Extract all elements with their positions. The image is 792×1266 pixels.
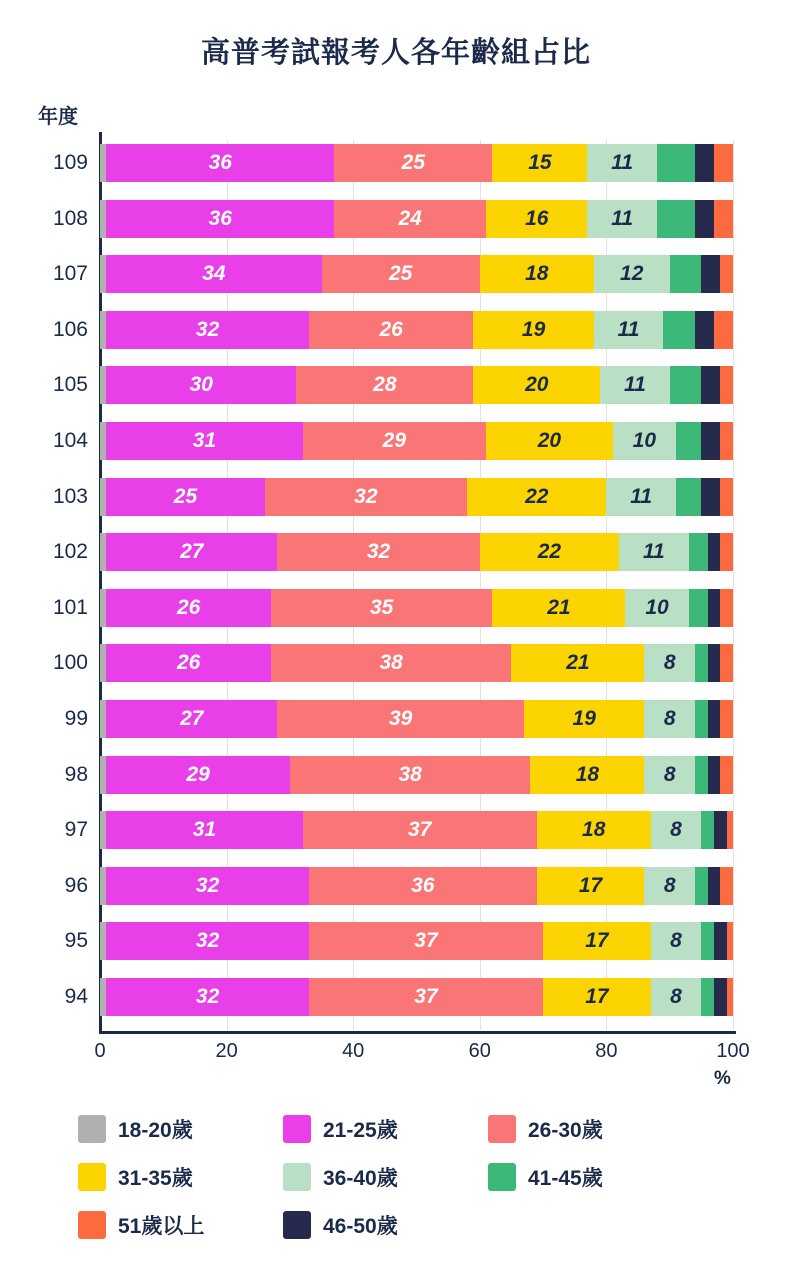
bar-segment: 38 xyxy=(271,644,512,682)
bar-segment xyxy=(670,366,702,404)
bar-segment: 36 xyxy=(106,144,334,182)
bar-segment: 35 xyxy=(271,589,493,627)
bar-segment xyxy=(720,644,733,682)
legend-swatch xyxy=(78,1211,106,1239)
bar-segment: 24 xyxy=(334,200,486,238)
bar-segment: 18 xyxy=(530,756,644,794)
bar-segment: 8 xyxy=(651,811,702,849)
bar-row xyxy=(100,533,733,571)
bar-row xyxy=(100,922,733,960)
bar-row xyxy=(100,311,733,349)
legend-label: 18-20歲 xyxy=(118,1119,193,1142)
bar-segment: 29 xyxy=(303,422,487,460)
bar-segment xyxy=(701,478,720,516)
bar-segment: 12 xyxy=(594,255,670,293)
bar-segment xyxy=(701,811,714,849)
bar-segment: 11 xyxy=(587,144,657,182)
legend-label: 51歲以上 xyxy=(118,1215,205,1238)
chart-legend xyxy=(78,1105,718,1249)
bar-segment: 36 xyxy=(106,200,334,238)
bar-row xyxy=(100,867,733,905)
legend-item[interactable] xyxy=(283,1201,488,1249)
x-tick-label: 0 xyxy=(94,1040,106,1062)
bar-segment xyxy=(714,144,733,182)
bar-segment: 10 xyxy=(613,422,676,460)
y-axis-label: 年度 xyxy=(38,106,78,128)
bar-segment xyxy=(720,867,733,905)
bar-segment xyxy=(714,200,733,238)
legend-label: 36-40歲 xyxy=(323,1167,398,1190)
bar-segment: 10 xyxy=(625,589,688,627)
bar-segment xyxy=(676,422,701,460)
bar-segment: 36 xyxy=(309,867,537,905)
bar-segment xyxy=(727,978,733,1016)
x-tick-label: 20 xyxy=(215,1040,238,1062)
legend-swatch xyxy=(488,1115,516,1143)
y-tick-label: 95 xyxy=(64,929,88,953)
bar-segment: 34 xyxy=(106,255,321,293)
gridline xyxy=(733,140,734,1030)
bar-segment: 32 xyxy=(277,533,480,571)
y-tick-label: 105 xyxy=(52,373,88,397)
y-tick-label: 108 xyxy=(52,206,88,230)
bar-segment: 26 xyxy=(106,589,271,627)
bar-segment xyxy=(708,756,721,794)
bar-segment: 8 xyxy=(644,644,695,682)
legend-item[interactable] xyxy=(78,1201,283,1249)
bar-segment: 37 xyxy=(309,922,543,960)
bar-segment: 28 xyxy=(296,366,473,404)
bar-segment: 11 xyxy=(587,200,657,238)
bar-row xyxy=(100,978,733,1016)
bar-segment: 38 xyxy=(290,756,531,794)
bar-segment: 37 xyxy=(303,811,537,849)
bar-row xyxy=(100,366,733,404)
bar-segment: 20 xyxy=(473,366,600,404)
bar-segment xyxy=(708,867,721,905)
y-tick-label: 96 xyxy=(64,873,88,897)
bar-segment xyxy=(727,811,733,849)
bar-row xyxy=(100,756,733,794)
bar-segment: 8 xyxy=(651,978,702,1016)
bar-segment: 20 xyxy=(486,422,613,460)
bar-row xyxy=(100,255,733,293)
bar-segment xyxy=(695,644,708,682)
legend-item[interactable] xyxy=(78,1153,283,1201)
legend-swatch xyxy=(78,1115,106,1143)
bar-segment xyxy=(701,922,714,960)
bar-segment xyxy=(663,311,695,349)
bar-segment: 22 xyxy=(480,533,619,571)
bar-segment: 31 xyxy=(106,422,302,460)
bar-segment xyxy=(689,589,708,627)
bar-row xyxy=(100,589,733,627)
x-axis-line xyxy=(99,1031,736,1034)
y-tick-label: 100 xyxy=(52,651,88,675)
bar-segment: 21 xyxy=(492,589,625,627)
bar-segment: 17 xyxy=(543,922,651,960)
bar-segment xyxy=(695,200,714,238)
y-tick-label: 99 xyxy=(64,707,88,730)
bar-segment xyxy=(708,589,721,627)
bar-segment: 11 xyxy=(606,478,676,516)
bar-segment: 25 xyxy=(334,144,492,182)
bar-segment xyxy=(720,700,733,738)
bar-segment xyxy=(670,255,702,293)
bar-segment: 18 xyxy=(480,255,594,293)
bar-segment xyxy=(695,144,714,182)
x-tick-label: 80 xyxy=(595,1040,618,1062)
y-tick-label: 109 xyxy=(52,151,88,174)
legend-label: 31-35歲 xyxy=(118,1167,193,1190)
y-tick-label: 107 xyxy=(52,262,88,286)
bar-segment: 32 xyxy=(265,478,468,516)
legend-swatch xyxy=(78,1163,106,1191)
bar-segment xyxy=(695,867,708,905)
bar-segment xyxy=(727,922,733,960)
legend-swatch xyxy=(283,1115,311,1143)
bar-segment: 29 xyxy=(106,756,290,794)
bar-segment xyxy=(720,255,733,293)
bar-segment xyxy=(714,922,727,960)
bar-segment xyxy=(695,700,708,738)
y-tick-label: 98 xyxy=(64,762,88,786)
bar-segment: 11 xyxy=(600,366,670,404)
bar-segment xyxy=(708,700,721,738)
legend-item[interactable] xyxy=(488,1105,693,1153)
bar-segment xyxy=(714,978,727,1016)
bar-segment xyxy=(714,311,733,349)
page-title: 高普考試報考人各年齡組占比 xyxy=(200,37,591,69)
bar-segment: 17 xyxy=(537,867,645,905)
bar-segment: 8 xyxy=(644,700,695,738)
bar-segment: 26 xyxy=(309,311,474,349)
legend-label: 21-25歲 xyxy=(323,1119,398,1142)
bar-segment xyxy=(695,756,708,794)
bar-segment: 22 xyxy=(467,478,606,516)
bar-segment: 8 xyxy=(644,867,695,905)
bar-segment: 15 xyxy=(492,144,587,182)
bar-segment: 21 xyxy=(511,644,644,682)
bar-segment: 11 xyxy=(594,311,664,349)
bar-segment: 39 xyxy=(277,700,524,738)
y-tick-label: 104 xyxy=(52,429,88,452)
bar-segment xyxy=(701,255,720,293)
x-tick-label: 100 xyxy=(716,1040,750,1062)
bar-segment: 32 xyxy=(106,867,309,905)
legend-item[interactable] xyxy=(488,1153,693,1201)
bar-segment xyxy=(695,311,714,349)
bar-row xyxy=(100,811,733,849)
x-unit-label: % xyxy=(714,1068,731,1089)
legend-swatch xyxy=(488,1163,516,1191)
bar-segment xyxy=(657,200,695,238)
bar-segment: 19 xyxy=(524,700,644,738)
bar-segment: 27 xyxy=(106,700,277,738)
bar-segment: 11 xyxy=(619,533,689,571)
bar-row xyxy=(100,200,733,238)
bar-segment xyxy=(701,978,714,1016)
bar-segment: 32 xyxy=(106,311,309,349)
legend-item[interactable] xyxy=(78,1105,283,1153)
bar-segment xyxy=(708,533,721,571)
legend-label: 46-50歲 xyxy=(323,1215,398,1238)
y-tick-label: 101 xyxy=(52,595,88,619)
legend-item[interactable] xyxy=(283,1105,488,1153)
bar-segment xyxy=(689,533,708,571)
bar-row xyxy=(100,144,733,182)
bar-segment xyxy=(701,366,720,404)
bar-row xyxy=(100,478,733,516)
bar-segment xyxy=(701,422,720,460)
y-tick-label: 97 xyxy=(64,818,88,842)
bar-segment: 16 xyxy=(486,200,587,238)
bar-segment: 26 xyxy=(106,644,271,682)
plot-area xyxy=(100,140,733,1030)
legend-swatch xyxy=(283,1211,311,1239)
bar-segment xyxy=(657,144,695,182)
x-tick-label: 40 xyxy=(342,1040,365,1062)
bar-segment: 18 xyxy=(537,811,651,849)
legend-item[interactable] xyxy=(283,1153,488,1201)
legend-label: 41-45歲 xyxy=(528,1167,603,1190)
bar-segment: 8 xyxy=(651,922,702,960)
bar-segment: 32 xyxy=(106,978,309,1016)
bar-row xyxy=(100,700,733,738)
bar-segment xyxy=(708,644,721,682)
bar-segment xyxy=(720,478,733,516)
bar-segment xyxy=(720,533,733,571)
bar-segment: 25 xyxy=(322,255,480,293)
bar-row xyxy=(100,422,733,460)
legend-swatch xyxy=(283,1163,311,1191)
y-tick-label: 103 xyxy=(52,484,88,508)
bar-segment: 8 xyxy=(644,756,695,794)
bar-segment xyxy=(720,589,733,627)
bar-segment: 30 xyxy=(106,366,296,404)
bar-segment xyxy=(720,756,733,794)
x-tick-label: 60 xyxy=(468,1040,491,1062)
bar-segment xyxy=(676,478,701,516)
bar-segment xyxy=(714,811,727,849)
bar-segment: 27 xyxy=(106,533,277,571)
y-tick-label: 94 xyxy=(64,985,88,1008)
bar-segment: 37 xyxy=(309,978,543,1016)
bar-segment: 19 xyxy=(473,311,593,349)
y-tick-label: 102 xyxy=(52,540,88,564)
bar-segment: 32 xyxy=(106,922,309,960)
bar-row xyxy=(100,644,733,682)
bar-segment: 17 xyxy=(543,978,651,1016)
legend-label: 26-30歲 xyxy=(528,1119,603,1142)
bar-segment: 31 xyxy=(106,811,302,849)
bar-segment xyxy=(720,366,733,404)
bar-segment xyxy=(720,422,733,460)
bar-segment: 25 xyxy=(106,478,264,516)
y-tick-label: 106 xyxy=(52,317,88,341)
